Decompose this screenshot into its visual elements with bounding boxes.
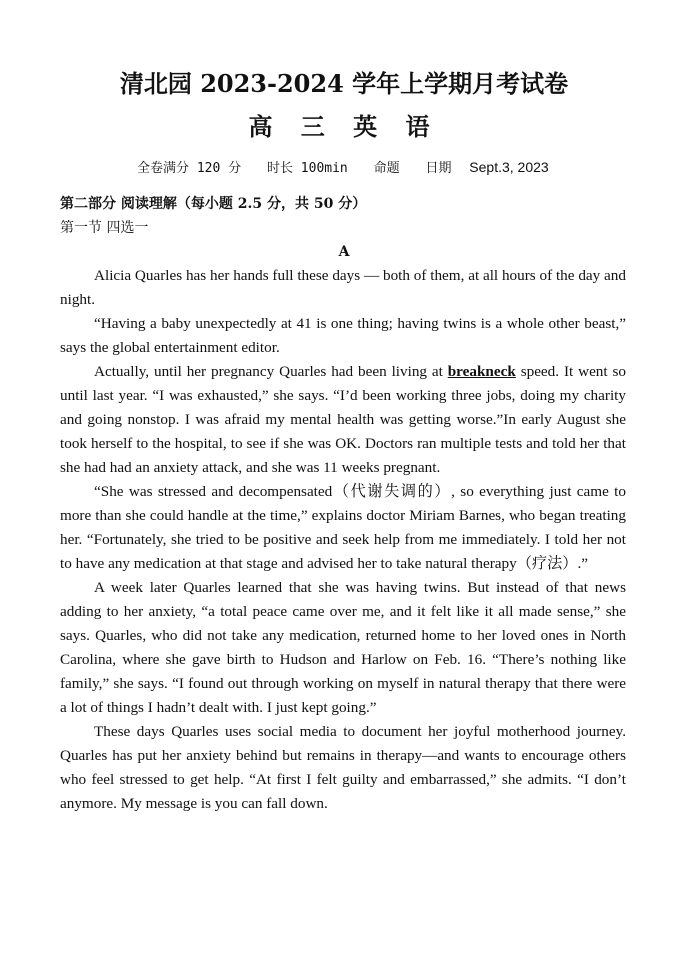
exam-title: 清北园 2023-2024 学年上学期月考试卷 — [119, 69, 569, 98]
paragraph-6: These days Quarles uses social media to document her joyful motherhood journey. Quarles has put her anxiety behind but remains in therapy—and wants to encourage others who feel stressed to get help. “At first I felt guilty and embarrassed,” she admits. “I don’t anymore. My message is you can fall down. — [60, 723, 626, 812]
paragraph-2: “Having a baby unexpectedly at 41 is one thing; having twins is a whole other beast,” says the global entertainment editor. — [60, 315, 626, 356]
exam-meta — [137, 157, 567, 176]
paragraph-3-start: Actually, until her pregnancy Quarles had been living at — [94, 363, 448, 380]
passage-body — [60, 264, 626, 816]
section-subheading: 第一节 四选一 — [60, 220, 149, 236]
passage-label: A — [338, 244, 350, 260]
vocab-word: breakneck — [447, 363, 516, 380]
paragraph-3-end: speed. It went so until last year. “I was exhausted,” she says. “I’d been working three jobs, doing my charity and going nonstop. I was afraid my mental health was getting worse.”In early August she took herself to the hospital, to see if she was OK. Doctors ran multiple tests and told her that she had had an anxiety attack, and she was 11 weeks pregnant. — [60, 363, 627, 476]
time-info: 时长 100min — [266, 161, 348, 176]
score-info: 全卷满分 120 分 — [137, 161, 242, 176]
paragraph-1: Alicia Quarles has her hands full these days — both of them, at all hours of the day and night. — [60, 267, 626, 308]
paragraph-4: “She was stressed and decompensated（代谢失调的）, so everything just came to more than she could handle at the time,” explains doctor Miriam Barnes, who began treating her. “Fortunately, she tried to be positive and seek help from me immediately. I told her not to have any medication at that stage and advised her to take natural therapy（疗法）.” — [60, 483, 626, 572]
section-heading: 第二部分 阅读理解（每小题 2.5 分，共 50 分） — [60, 196, 367, 212]
date-value: Sept.3, 2023 — [469, 159, 549, 175]
paragraph-5: A week later Quarles learned that she was having twins. But instead of that news adding to her anxiety, “a total peace came over me, and it felt like it all made sense,” she says. Quarles, who did not take any medication, returned home to her loved ones in North Carolina, where she gave birth to Hudson and Harlow on Feb. 16. “There’s nothing like family,” she says. “I found out through working on myself in natural therapy that there were a lot of things I hadn’t dealt with. I just kept going.” — [60, 579, 626, 716]
date-label: 日期 — [425, 161, 452, 176]
paragraph-3 — [60, 360, 626, 480]
exam-subject: 高 三 英 语 — [248, 112, 440, 141]
author-label: 命题 — [373, 161, 400, 176]
